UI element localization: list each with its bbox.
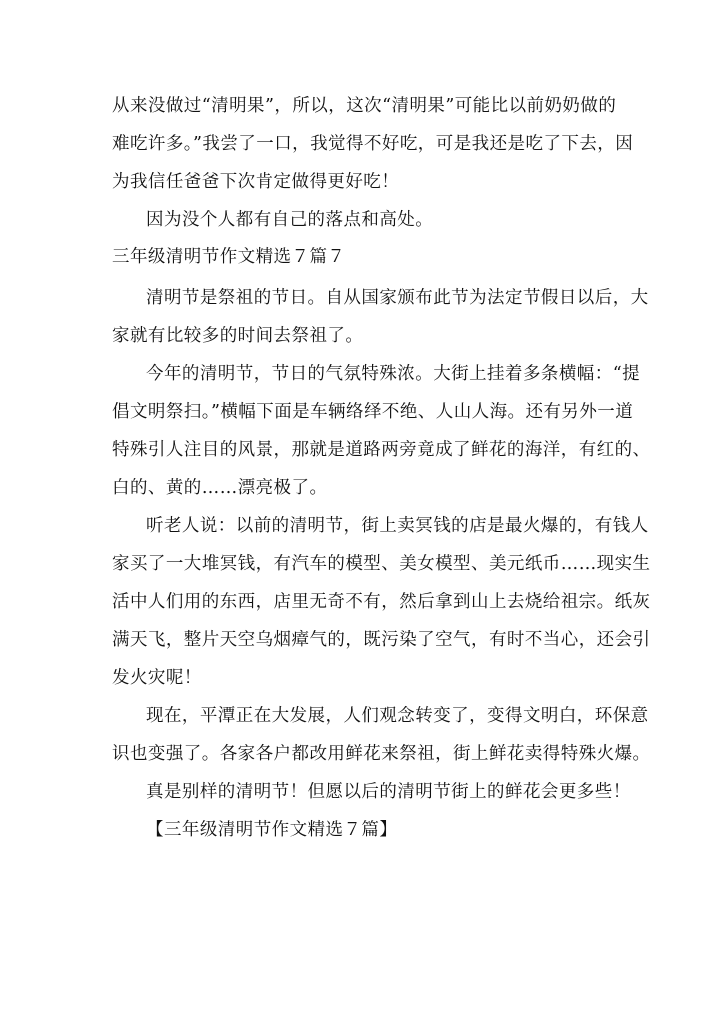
text-line: 真是别样的清明节！但愿以后的清明节街上的鲜花会更多些！ bbox=[146, 782, 631, 802]
text-line: 为我信任爸爸下次肯定做得更好吃！ bbox=[112, 172, 400, 192]
text-line: 清明节是祭祖的节日。自从国家颁布此节为法定节假日以后，大 bbox=[146, 288, 649, 308]
text-line: 特殊引人注目的风景，那就是道路两旁竟成了鲜花的海洋，有红的、 bbox=[112, 440, 651, 460]
text-line: 发火灾呢！ bbox=[112, 668, 202, 688]
text-line: 活中人们用的东西，店里无奇不有，然后拿到山上去烧给祖宗。纸灰 bbox=[112, 592, 651, 612]
text-line: 满天飞，整片天空乌烟瘴气的，既污染了空气，有时不当心，还会引 bbox=[112, 630, 651, 650]
text-line: 现在，平潭正在大发展，人们观念转变了，变得文明白，环保意 bbox=[146, 706, 649, 726]
text-line: 今年的清明节，节日的气氛特殊浓。大街上挂着多条横幅：“提 bbox=[146, 364, 641, 384]
text-line: 难吃许多。”我尝了一口，我觉得不好吃，可是我还是吃了下去，因 bbox=[112, 134, 634, 154]
text-line: 从来没做过“清明果”，所以，这次“清明果”可能比以前奶奶做的 bbox=[112, 96, 617, 116]
text-line: 白的、黄的……漂亮极了。 bbox=[112, 478, 328, 498]
text-line: 倡文明祭扫。”横幅下面是车辆络绎不绝、人山人海。还有另外一道 bbox=[112, 402, 634, 422]
closing-title: 【三年级清明节作文精选７篇】 bbox=[146, 820, 398, 840]
text-line: 听老人说：以前的清明节，街上卖冥钱的店是最火爆的，有钱人 bbox=[146, 516, 649, 536]
text-line: 因为没个人都有自己的落点和高处。 bbox=[146, 210, 434, 230]
text-line: 家就有比较多的时间去祭祖了。 bbox=[112, 326, 364, 346]
text-line: 家买了一大堆冥钱，有汽车的模型、美女模型、美元纸币……现实生 bbox=[112, 554, 651, 574]
text-line: 识也变强了。各家各户都改用鲜花来祭祖，街上鲜花卖得特殊火爆。 bbox=[112, 744, 651, 764]
section-heading: 三年级清明节作文精选７篇７ bbox=[112, 247, 346, 267]
